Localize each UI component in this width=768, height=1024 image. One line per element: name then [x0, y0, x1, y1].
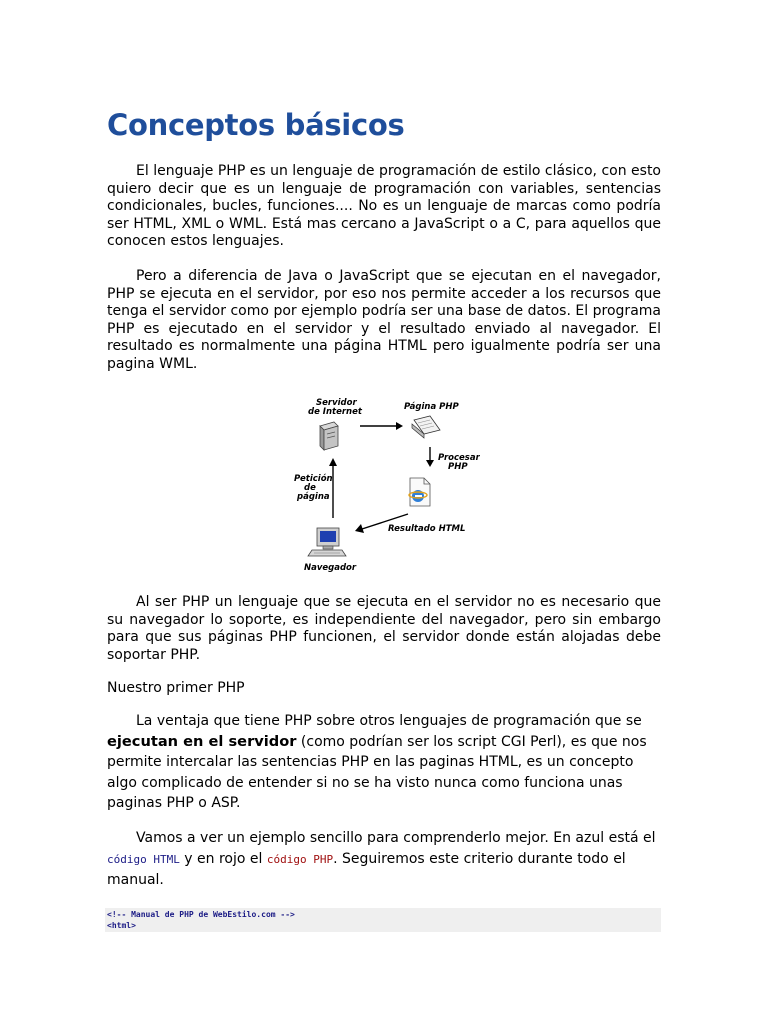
advantage-text-bold: ejecutan en el servidor [107, 732, 297, 750]
code-php-sample: código PHP [266, 852, 334, 866]
paragraph-intro: El lenguaje PHP es un lenguaje de programación de estilo clásico, con esto quiero decir que es un lenguaje de programación con variables, sentencias condicionales, bucles, funciones.... No es un lenguaje de marcas como podría ser HTML, XML o WML. Está mas cercano a JavaScript o a C, para aquellos que conocen estos lenguajes. [107, 163, 661, 250]
paragraph-server-execution: Pero a diferencia de Java o JavaScript que se ejecutan en el navegador, PHP se ejecuta en el servidor, por eso nos permite acceder a los recursos que tenga el servidor como por ejemplo podría ser una base de datos. El programa PHP es ejecutado en el servidor y el resultado enviado al navegador. El resultado es normalmente una página HTML pero igualmente podría ser una pagina WML. [107, 268, 661, 372]
server-label-line1: Servidor [316, 398, 357, 408]
paragraph-advantage [107, 711, 661, 814]
example-text-part2: y en rojo el [179, 850, 267, 867]
php-flow-diagram [290, 390, 480, 576]
php-document-icon [412, 416, 440, 438]
server-icon [320, 422, 338, 450]
server-label-line2: de Internet [308, 407, 362, 417]
paragraph-example-intro [107, 828, 661, 891]
arrow-process-php [426, 447, 434, 467]
paragraph-browser-independence: Al ser PHP un lenguaje que se ejecuta en el servidor no es necesario que su navegador lo soporte, es independiente del navegador, pero sin embargo para que sus páginas PHP funcionen, el servidor donde están alojadas debe soportar PHP. [107, 594, 661, 663]
request-label-line3: página [297, 492, 330, 502]
request-label-line1: Petición [294, 474, 333, 484]
advantage-text-after: (como podrían ser los script CGI Perl), es que nos permite intercalar las sentencias PHP en las paginas HTML, es un concepto algo complicado de entender si no se ha visto nunca como funciona unas paginas PHP o ASP. [107, 733, 647, 811]
process-label-line1: Procesar [438, 453, 480, 463]
arrow-request-page [329, 458, 337, 518]
php-page-label: Página PHP [404, 402, 459, 412]
computer-icon [308, 528, 346, 556]
request-label-line2: de [304, 483, 316, 493]
process-label-line2: PHP [448, 462, 468, 472]
example-text-part1: Vamos a ver un ejemplo sencillo para comprenderlo mejor. En azul está el [136, 830, 656, 846]
browser-label: Navegador [304, 563, 357, 573]
arrow-to-php-page [360, 422, 403, 430]
code-html-sample: código HTML [107, 852, 180, 866]
code-line-html-tag: <html> [107, 921, 136, 930]
code-block [105, 908, 661, 932]
result-html-label: Resultado HTML [388, 524, 466, 534]
page-title: Conceptos básicos [107, 108, 405, 142]
subheading-first-php: Nuestro primer PHP [107, 680, 245, 696]
advantage-text-before: La ventaja que tiene PHP sobre otros lenguajes de programación que se [136, 713, 642, 729]
example-text-part3: . Seguiremos este criterio durante todo el manual. [107, 850, 626, 888]
html-document-icon [409, 478, 430, 506]
code-line-comment: <!-- Manual de PHP de WebEstilo.com --> [107, 910, 295, 919]
